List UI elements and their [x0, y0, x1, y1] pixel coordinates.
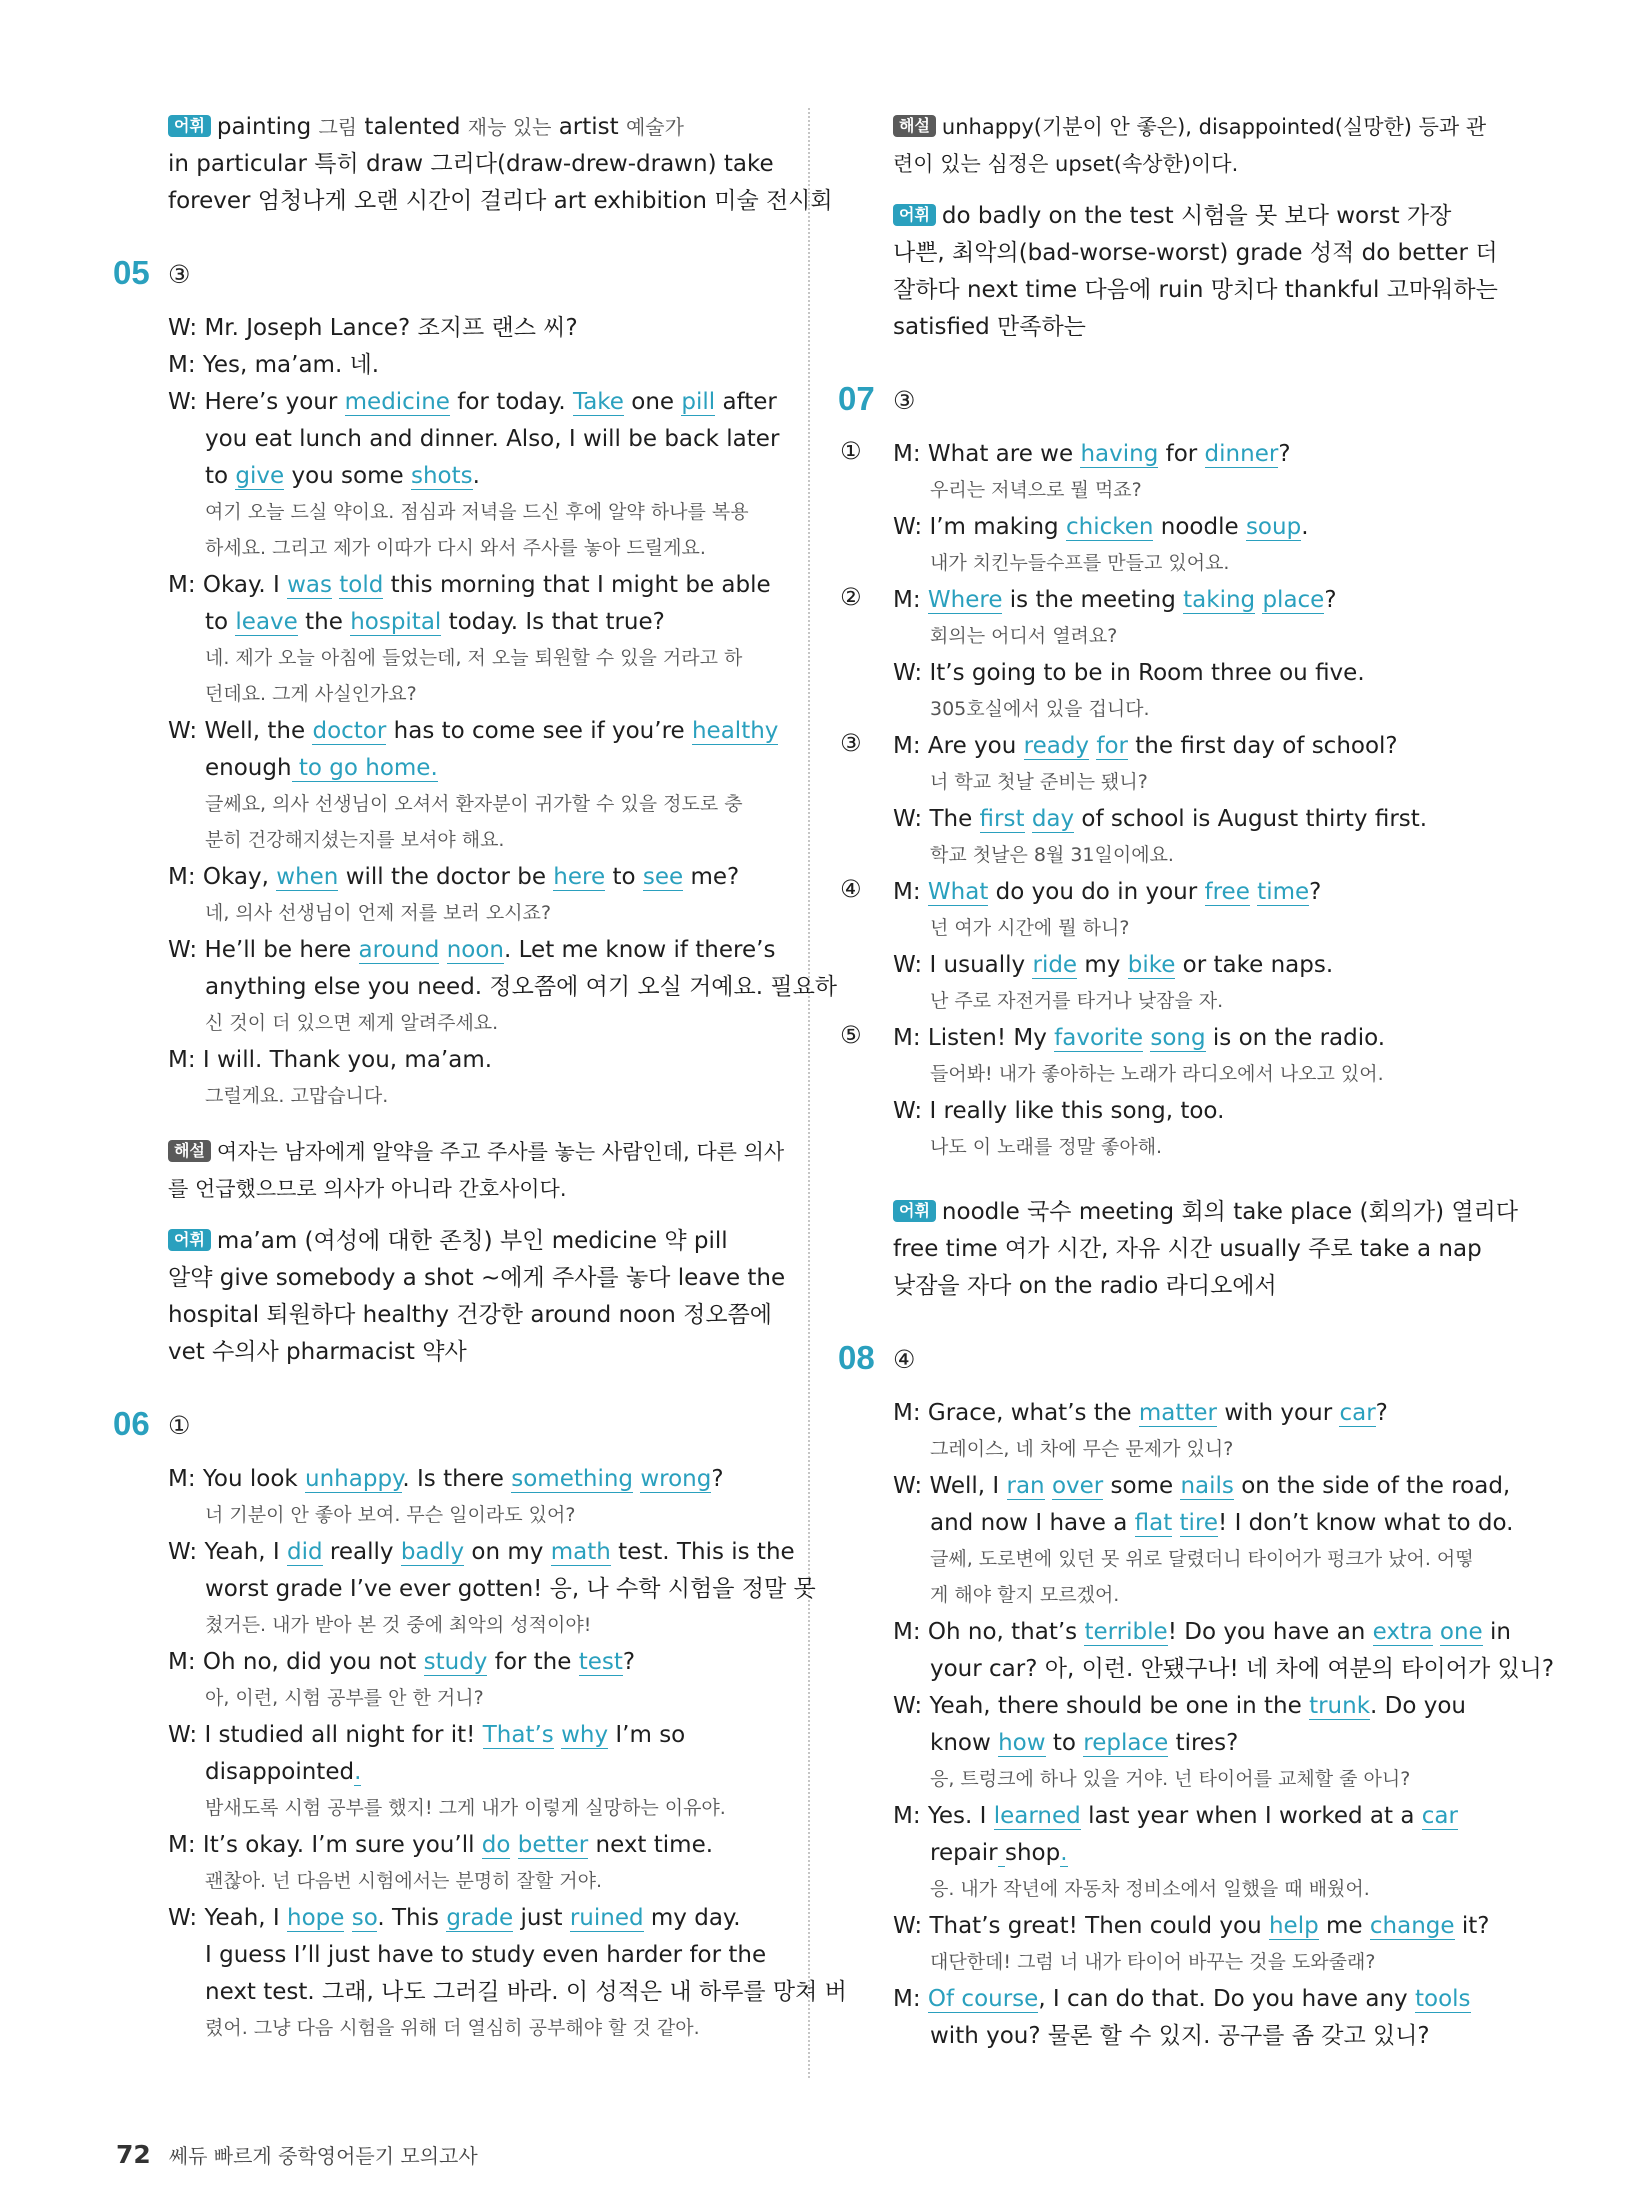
text-segment: on the side of the road, — [1233, 1473, 1511, 1499]
keyword-blank: to go home. — [291, 755, 438, 781]
text-segment — [554, 1722, 561, 1748]
keyword-blank: having — [1080, 441, 1159, 467]
keyword-blank: dinner — [1204, 441, 1279, 467]
keyword-blank: tools — [1414, 1986, 1471, 2012]
dialogue-line — [168, 933, 775, 967]
text-segment: my day. — [643, 1905, 741, 1931]
keyword-blank: What — [927, 879, 989, 905]
text-segment — [1172, 1510, 1179, 1536]
translation-line: 네, 의사 선생님이 언제 저를 보러 오시죠? — [205, 902, 552, 924]
text-segment: know — [930, 1730, 999, 1756]
vocab-badge: 어휘 — [893, 204, 936, 226]
text-segment: will the doctor be — [338, 864, 554, 890]
keyword-blank: better — [517, 1832, 589, 1858]
dialogue-line: W: Mr. Joseph Lance? 조지프 랜스 씨? — [168, 315, 578, 341]
keyword-blank: day — [1031, 806, 1075, 832]
text-segment: W: I’m making — [893, 514, 1066, 540]
text-segment: with your — [1217, 1400, 1340, 1426]
keyword-blank: study — [423, 1649, 488, 1675]
text-segment: my — [1077, 952, 1128, 978]
text-segment: . Do you — [1370, 1693, 1467, 1719]
vocab-line: 알약 give somebody a shot ~에게 주사를 놓다 leave the — [168, 1265, 786, 1291]
dialogue-line — [168, 860, 739, 894]
translation-line: 응, 트렁크에 하나 있을 거야. 넌 타이어를 교체할 줄 아니? — [930, 1768, 1411, 1790]
text-segment: has to come see if you’re — [386, 718, 692, 744]
dialogue-line — [930, 1836, 1068, 1870]
explain-badge: 해설 — [893, 115, 936, 137]
keyword-blank: free — [1204, 879, 1250, 905]
dialogue-line: with you? 물론 할 수 있지. 공구를 좀 갖고 있니? — [930, 2023, 1430, 2049]
keyword-blank: so — [351, 1905, 378, 1931]
explain-badge: 해설 — [168, 1140, 211, 1162]
translation-line: 신 것이 더 있으면 제게 알려주세요. — [205, 1012, 499, 1034]
gloss: 그림 — [318, 115, 358, 139]
keyword-blank: healthy — [691, 718, 779, 744]
dialogue-line — [893, 656, 1365, 690]
text-segment — [1045, 1473, 1052, 1499]
translation-line: 던데요. 그게 사실인가요? — [205, 683, 417, 705]
dialogue-line — [205, 459, 480, 493]
text-segment: M: — [893, 879, 928, 905]
explanation-line: 를 언급했으므로 의사가 아니라 간호사이다. — [168, 1177, 567, 1201]
keyword-blank: around — [358, 937, 440, 963]
text-segment: M: Oh no, did you not — [168, 1649, 424, 1675]
vocab-line: free time 여가 시간, 자유 시간 usually 주로 take a nap — [893, 1236, 1482, 1262]
text-segment: ? — [1324, 587, 1337, 613]
text-segment: . This — [377, 1905, 447, 1931]
answer-mark: ① — [168, 1411, 191, 1440]
text-segment: this morning that I might be able — [383, 572, 771, 598]
keyword-blank: ride — [1032, 952, 1078, 978]
vocab-line — [168, 110, 684, 144]
text-segment: W: Here’s your — [168, 389, 345, 415]
dialogue-line — [893, 729, 1398, 763]
translation-line: 그레이스, 네 차에 무슨 문제가 있니? — [930, 1438, 1234, 1460]
text-segment: W: I studied all night for it! — [168, 1722, 483, 1748]
dialogue-line: anything else you need. 정오쯤에 여기 오실 거예요. 필요하 — [205, 974, 838, 1000]
dialogue-line — [205, 605, 665, 639]
keyword-blank: shots — [410, 463, 473, 489]
dialogue-line: worst grade I’ve ever gotten! 응, 나 수학 시험을 정말 못 — [205, 1576, 816, 1602]
translation-line: 네. 제가 오늘 아침에 들었는데, 저 오늘 퇴원할 수 있을 거라고 하 — [205, 647, 743, 669]
translation-line: 305호실에서 있을 겁니다. — [930, 698, 1150, 720]
question-number: 07 — [838, 380, 875, 417]
keyword-blank: give — [235, 463, 285, 489]
dialogue-line — [168, 568, 771, 602]
text-segment: . — [472, 463, 480, 489]
translation-line: 여기 오늘 드실 약이요. 점심과 저녁을 드신 후에 알약 하나를 복용 — [205, 501, 749, 523]
vocab-line: vet 수의사 pharmacist 약사 — [168, 1339, 467, 1365]
gloss: 예술가 — [625, 115, 684, 139]
dialogue-line: I guess I’ll just have to study even harder for the — [205, 1942, 767, 1968]
keyword-blank: song — [1150, 1025, 1206, 1051]
text-segment — [1025, 806, 1032, 832]
text-segment: last year when I worked at a — [1080, 1803, 1422, 1829]
text-segment: you some — [284, 463, 411, 489]
text-segment: . Let me know if there’s — [504, 937, 776, 963]
term: painting — [216, 114, 319, 140]
text-segment — [1433, 1619, 1440, 1645]
keyword-blank: badly — [400, 1539, 465, 1565]
explanation-line: 해설 unhappy(기분이 안 좋은), disappointed(실망한) 등과 관 — [893, 110, 1486, 144]
text-segment: on my — [464, 1539, 551, 1565]
text-segment: M: What are we — [893, 441, 1081, 467]
text-segment: is on the radio. — [1205, 1025, 1386, 1051]
translation-line: 응. 내가 작년에 자동차 정비소에서 일했을 때 배웠어. — [930, 1878, 1370, 1900]
text-segment: repair — [930, 1840, 998, 1866]
text-segment: M: Listen! My — [893, 1025, 1055, 1051]
text-segment: just — [513, 1905, 570, 1931]
option-number: ① — [840, 437, 862, 465]
text-segment: I’m so — [608, 1722, 686, 1748]
keyword-blank: favorite — [1054, 1025, 1144, 1051]
text-segment: , I can do that. Do you have any — [1038, 1986, 1415, 2012]
text-segment: disappointed — [205, 1759, 355, 1785]
translation-line: 학교 첫날은 8월 31일이에요. — [930, 844, 1174, 866]
text-segment: noodle — [1153, 514, 1246, 540]
text-segment: to — [1045, 1730, 1084, 1756]
dialogue-line — [893, 1689, 1466, 1723]
dialogue-line — [205, 1755, 361, 1789]
translation-line: 너 학교 첫날 준비는 됐니? — [930, 771, 1148, 793]
text-segment: ? — [711, 1466, 724, 1492]
text-segment: M: It’s okay. I’m sure you’ll — [168, 1832, 482, 1858]
option-number: ② — [840, 583, 862, 611]
keyword-blank: flat — [1134, 1510, 1173, 1536]
translation-line: 글쎄, 도로변에 있던 못 위로 달렸더니 타이어가 펑크가 났어. 어떻 — [930, 1548, 1474, 1570]
text-segment: really — [322, 1539, 401, 1565]
vocab-line: satisfied 만족하는 — [893, 314, 1086, 340]
dialogue-line — [168, 1535, 795, 1569]
vocab-line: hospital 퇴원하다 healthy 건강한 around noon 정오쯤에 — [168, 1302, 772, 1328]
text-segment: it? — [1454, 1913, 1490, 1939]
vocab-badge: 어휘 — [893, 1200, 936, 1222]
text-segment: M: You look — [168, 1466, 306, 1492]
dialogue-line — [893, 1909, 1489, 1943]
keyword-blank: extra — [1372, 1619, 1433, 1645]
column-divider — [808, 108, 810, 2078]
text-segment: today. Is that true? — [441, 609, 665, 635]
translation-line: 대단한데! 그럼 너 내가 타이어 바꾸는 것을 도와줄래? — [930, 1951, 1376, 1973]
text-segment: some — [1103, 1473, 1181, 1499]
term: artist — [551, 114, 626, 140]
dialogue-line: you eat lunch and dinner. Also, I will be back later — [205, 426, 780, 452]
vocab-line: 어휘 noodle 국수 meeting 회의 take place (회의가) 열리다 — [893, 1195, 1518, 1229]
keyword-blank: Of course — [927, 1986, 1039, 2012]
translation-line: 쳤거든. 내가 받아 본 것 중에 최악의 성적이야! — [205, 1614, 592, 1636]
keyword-blank: test — [578, 1649, 623, 1675]
text-segment: ? — [1278, 441, 1291, 467]
vocab-badge: 어휘 — [168, 115, 211, 137]
keyword-blank: car — [1339, 1400, 1376, 1426]
keyword-blank: hospital — [350, 609, 442, 635]
answer-mark: ③ — [168, 260, 191, 289]
keyword-blank: change — [1369, 1913, 1455, 1939]
dialogue-line — [893, 583, 1337, 617]
dialogue-line — [168, 1901, 741, 1935]
question-number: 06 — [113, 1405, 150, 1442]
vocab-badge: 어휘 — [168, 1229, 211, 1251]
text-segment: in — [1482, 1619, 1511, 1645]
keyword-blank: why — [561, 1722, 609, 1748]
text-segment: of school is August thirty first. — [1074, 806, 1428, 832]
dialogue-line — [893, 802, 1427, 836]
dialogue-line — [168, 1718, 685, 1752]
text-segment: the first day of school? — [1127, 733, 1398, 759]
keyword-blank: That’s — [482, 1722, 554, 1748]
keyword-blank: terrible — [1084, 1619, 1168, 1645]
keyword-blank: soup — [1245, 514, 1302, 540]
text-segment — [510, 1832, 517, 1858]
explanation-line: 해설 여자는 남자에게 알약을 주고 주사를 놓는 사람인데, 다른 의사 — [168, 1135, 784, 1169]
translation-line: 게 해야 할지 모르겠어. — [930, 1584, 1120, 1606]
text-segment: W: Well, I — [893, 1473, 1007, 1499]
text-segment: M: — [893, 1986, 928, 2012]
text-segment: ? — [1375, 1400, 1388, 1426]
page-footer — [116, 2140, 478, 2169]
text-segment: ? — [622, 1649, 636, 1675]
text-segment: W: Yeah, there should be one in the — [893, 1693, 1310, 1719]
dialogue-line — [893, 1021, 1385, 1055]
text-segment: after — [715, 389, 777, 415]
keyword-blank: unhappy — [305, 1466, 403, 1492]
vocab-line: 낮잠을 자다 on the radio 라디오에서 — [893, 1273, 1277, 1299]
dialogue-line — [893, 1396, 1388, 1430]
text-segment: do you do in your — [988, 879, 1205, 905]
keyword-blank: chicken — [1065, 514, 1154, 540]
keyword-blank: medicine — [344, 389, 450, 415]
dialogue-line — [168, 1828, 713, 1862]
keyword-blank: doctor — [312, 718, 387, 744]
text-segment: W: I really like this song, too. — [893, 1098, 1225, 1124]
vocab-line: 어휘 do badly on the test 시험을 못 보다 worst 가장 — [893, 199, 1451, 233]
option-number: ⑤ — [840, 1021, 862, 1049]
translation-line: 그럴게요. 고맙습니다. — [205, 1085, 389, 1107]
text-segment: W: That’s great! Then could you — [893, 1913, 1269, 1939]
keyword-blank: ruined — [569, 1905, 644, 1931]
text-segment — [439, 937, 446, 963]
dialogue-line — [168, 714, 778, 748]
text-segment — [344, 1905, 351, 1931]
keyword-blank: place — [1262, 587, 1325, 613]
text-segment: W: I usually — [893, 952, 1033, 978]
text-segment: to — [205, 463, 236, 489]
text-segment: ! I don’t know what to do. — [1218, 1510, 1514, 1536]
keyword-blank: noon — [446, 937, 505, 963]
keyword-blank: how — [998, 1730, 1046, 1756]
dialogue-line — [168, 1645, 635, 1679]
text-segment: M: Yes. I — [893, 1803, 994, 1829]
text-segment: . — [1301, 514, 1309, 540]
option-number: ③ — [840, 729, 862, 757]
keyword-blank: matter — [1138, 1400, 1218, 1426]
text-segment: W: He’ll be here — [168, 937, 359, 963]
keyword-blank: here — [553, 864, 606, 890]
text-segment: to — [205, 609, 236, 635]
keyword-blank: something — [511, 1466, 634, 1492]
keyword-blank: . — [354, 1759, 362, 1785]
dialogue-line: M: Yes, ma’am. 네. — [168, 352, 380, 378]
text-segment: test. This is the — [610, 1539, 795, 1565]
term: talented — [357, 114, 468, 140]
keyword-blank: over — [1051, 1473, 1104, 1499]
keyword-blank: Where — [927, 587, 1003, 613]
keyword-blank: car — [1421, 1803, 1458, 1829]
text-segment: W: Well, the — [168, 718, 313, 744]
answer-mark: ③ — [893, 386, 916, 415]
text-segment: to — [605, 864, 643, 890]
text-segment: for today. — [449, 389, 573, 415]
translation-line: 나도 이 노래를 정말 좋아해. — [930, 1136, 1163, 1158]
keyword-blank: one — [1439, 1619, 1483, 1645]
dialogue-line — [930, 1506, 1513, 1540]
translation-line: 넌 여가 시간에 뭘 하니? — [930, 917, 1130, 939]
translation-line: 우리는 저녁으로 뭘 먹죠? — [930, 479, 1142, 501]
text-segment: for — [1158, 441, 1205, 467]
dialogue-line: next test. 그래, 나도 그러길 바라. 이 성적은 내 하루를 망쳐 버 — [205, 1979, 847, 2005]
book-title: 쎄듀 빠르게 중학영어듣기 모의고사 — [168, 2144, 478, 2168]
keyword-blank: was — [287, 572, 332, 598]
translation-line: 난 주로 자전거를 타거나 낮잠을 자. — [930, 990, 1224, 1012]
dialogue-line — [893, 437, 1291, 471]
keyword-blank: replace — [1083, 1730, 1169, 1756]
text-segment: ? — [1309, 879, 1322, 905]
dialogue-line — [893, 875, 1321, 909]
dialogue-line — [168, 1462, 724, 1496]
keyword-blank: bike — [1127, 952, 1176, 978]
keyword-blank: pill — [681, 389, 716, 415]
keyword-blank: math — [550, 1539, 611, 1565]
text-segment: W: Yeah, I — [168, 1539, 287, 1565]
answer-mark: ④ — [893, 1345, 916, 1374]
dialogue-line — [893, 1469, 1510, 1503]
keyword-blank: when — [276, 864, 339, 890]
gloss: 재능 있는 — [467, 115, 552, 139]
keyword-blank: hope — [287, 1905, 345, 1931]
keyword-blank: time — [1257, 879, 1310, 905]
text-segment: M: Are you — [893, 733, 1024, 759]
dialogue-line — [168, 385, 777, 419]
keyword-blank: ready — [1023, 733, 1090, 759]
dialogue-line — [893, 1615, 1511, 1649]
keyword-blank: Take — [572, 389, 624, 415]
text-segment: enough — [205, 755, 292, 781]
vocab-line: 잘하다 next time 다음에 ruin 망치다 thankful 고마워하는 — [893, 277, 1498, 303]
text-segment: and now I have a — [930, 1510, 1135, 1536]
text-segment: for the — [487, 1649, 579, 1675]
explanation-line: 련이 있는 심정은 upset(속상한)이다. — [893, 152, 1239, 176]
dialogue-line — [930, 1726, 1238, 1760]
keyword-blank: wrong — [640, 1466, 712, 1492]
keyword-blank: learned — [993, 1803, 1081, 1829]
translation-line: 렸어. 그냥 다음 시험을 위해 더 열심히 공부해야 할 것 같아. — [205, 2017, 700, 2039]
dialogue-line — [893, 1982, 1471, 2016]
translation-line: 너 기분이 안 좋아 보여. 무슨 일이라도 있어? — [205, 1504, 576, 1526]
text-segment: M: Okay, — [168, 864, 277, 890]
keyword-blank: do — [481, 1832, 511, 1858]
text-segment: or take naps. — [1175, 952, 1334, 978]
text-segment: W: It’s going to be in Room three ou five. — [893, 660, 1365, 686]
keyword-blank: nails — [1180, 1473, 1234, 1499]
question-number: 08 — [838, 1339, 875, 1376]
dialogue-line — [893, 1094, 1224, 1128]
option-number: ④ — [840, 875, 862, 903]
text-segment: M: Okay. I — [168, 572, 288, 598]
text-segment: tires? — [1168, 1730, 1239, 1756]
keyword-blank: for — [1096, 733, 1128, 759]
translation-line: 글쎄요, 의사 선생님이 오셔서 환자분이 귀가할 수 있을 정도로 충 — [205, 793, 743, 815]
dialogue-line — [893, 510, 1309, 544]
dialogue-line — [205, 751, 438, 785]
keyword-blank: did — [287, 1539, 323, 1565]
vocab-line: forever 엄청나게 오랜 시간이 걸리다 art exhibition 미술 전시회 — [168, 188, 833, 214]
page-number: 72 — [116, 2140, 151, 2169]
keyword-blank: taking — [1183, 587, 1256, 613]
text-segment: M: Grace, what’s the — [893, 1400, 1139, 1426]
keyword-blank: . — [1060, 1840, 1068, 1866]
text-segment: M: — [893, 587, 928, 613]
translation-line: 괜찮아. 넌 다음번 시험에서는 분명히 잘할 거야. — [205, 1870, 603, 1892]
keyword-blank — [998, 1840, 1005, 1867]
text-segment: the — [297, 609, 351, 635]
translation-line: 분히 건강해지셨는지를 보셔야 해요. — [205, 829, 505, 851]
text-segment: one — [623, 389, 682, 415]
translation-line: 들어봐! 내가 좋아하는 노래가 라디오에서 나오고 있어. — [930, 1063, 1384, 1085]
question-number: 05 — [113, 254, 150, 291]
vocab-line: 어휘 ma’am (여성에 대한 존칭) 부인 medicine 약 pill — [168, 1224, 728, 1258]
text-segment: shop — [1004, 1840, 1061, 1866]
keyword-blank: trunk — [1309, 1693, 1371, 1719]
translation-line: 회의는 어디서 열려요? — [930, 625, 1118, 647]
text-segment: me? — [683, 864, 740, 890]
text-segment: W: The — [893, 806, 980, 832]
text-segment: . Is there — [402, 1466, 512, 1492]
keyword-blank: ran — [1006, 1473, 1045, 1499]
dialogue-line: your car? 아, 이런. 안됐구나! 네 차에 여분의 타이어가 있니? — [930, 1656, 1555, 1682]
text-segment: me — [1318, 1913, 1370, 1939]
text-segment: W: Yeah, I — [168, 1905, 287, 1931]
dialogue-line: M: I will. Thank you, ma’am. — [168, 1047, 493, 1073]
keyword-blank: grade — [446, 1905, 514, 1931]
text-segment: next time. — [588, 1832, 714, 1858]
keyword-blank: first — [979, 806, 1025, 832]
text-segment: is the meeting — [1002, 587, 1184, 613]
translation-line: 하세요. 그리고 제가 이따가 다시 와서 주사를 놓아 드릴게요. — [205, 537, 706, 559]
translation-line: 내가 치킨누들수프를 만들고 있어요. — [930, 552, 1230, 574]
text-segment: M: Oh no, that’s — [893, 1619, 1085, 1645]
translation-line: 밤새도록 시험 공부를 했지! 그게 내가 이렇게 실망하는 이유야. — [205, 1797, 726, 1819]
keyword-blank: leave — [235, 609, 298, 635]
translation-line: 아, 이런, 시험 공부를 안 한 거니? — [205, 1687, 484, 1709]
segs — [217, 114, 684, 140]
dialogue-line — [893, 1799, 1458, 1833]
dialogue-line — [893, 948, 1333, 982]
keyword-blank: told — [339, 572, 384, 598]
keyword-blank: tire — [1179, 1510, 1219, 1536]
keyword-blank: see — [642, 864, 684, 890]
keyword-blank: help — [1268, 1913, 1319, 1939]
text-segment: ! Do you have an — [1167, 1619, 1373, 1645]
vocab-line: 나쁜, 최악의(bad-worse-worst) grade 성적 do better 더 — [893, 240, 1498, 266]
vocab-line: in particular 특히 draw 그리다(draw-drew-drawn) take — [168, 151, 774, 177]
